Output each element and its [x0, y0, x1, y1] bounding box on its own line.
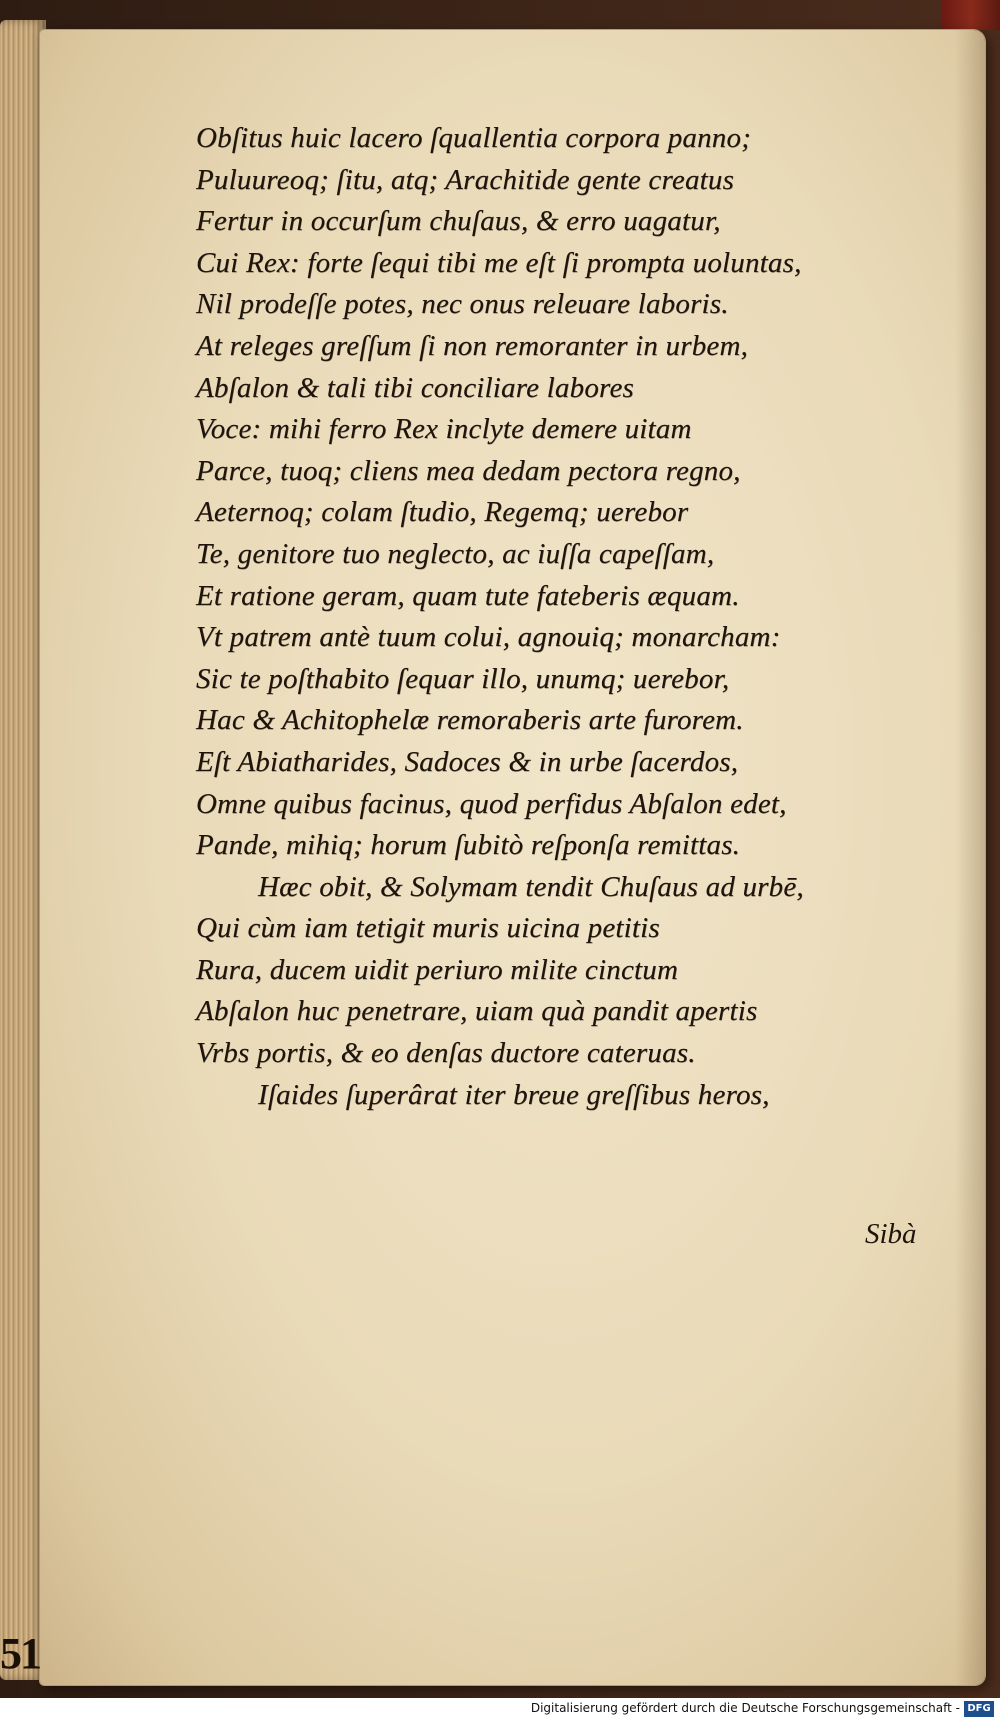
verse-line: Cui Rex: forte ſequi tibi me eſt ſi prompta uoluntas, — [196, 246, 802, 279]
margin-mark: 51 — [0, 1629, 40, 1678]
verse-line: Aeternoq; colam ſtudio, Regemq; uerebor — [196, 496, 689, 529]
verse-line: Pande, mihiq; horum ſubitò reſponſa remittas. — [196, 829, 741, 862]
verse-line: Et ratione geram, quam tute fateberis æquam. — [196, 579, 740, 612]
verse-line: Hæc obit, & Solymam tendit Chuſaus ad urbē, — [258, 870, 804, 903]
bookmark-ribbon — [942, 0, 1000, 30]
catchword: Sibà — [865, 1218, 917, 1250]
verse-line: Parce, tuoq; cliens mea dedam pectora regno, — [196, 454, 741, 487]
verse-line: Te, genitore tuo neglecto, ac iuſſa capeſſam, — [196, 537, 715, 570]
footer-bar — [0, 1698, 1000, 1722]
verse-line: Hac & Achitophelæ remoraberis arte furorem. — [196, 704, 744, 737]
verse-block — [196, 118, 936, 1116]
verse-line: Rura, ducem uidit periuro milite cinctum — [196, 953, 679, 986]
verse-line: Abſalon & tali tibi conciliare labores — [196, 371, 634, 404]
verse-line: At releges greſſum ſi non remoranter in urbem, — [196, 329, 749, 362]
verse-line: Puluureoq; ſitu, atq; Arachitide gente creatus — [196, 163, 735, 196]
verse-line: Abſalon huc penetrare, uiam quà pandit apertis — [196, 995, 758, 1028]
verse-line: Sic te poſthabito ſequar illo, unumq; uerebor, — [196, 662, 730, 695]
verse-line: Vt patrem antè tuum colui, agnouiq; monarcham: — [196, 621, 781, 654]
verse-line: Vrbs portis, & eo denſas ductore cateruas. — [196, 1037, 696, 1070]
footer-credit: Digitalisierung gefördert durch die Deutsche Forschungsgemeinschaft - — [530, 1701, 960, 1715]
dfg-logo: DFG — [964, 1701, 994, 1717]
verse-line: Obſitus huic lacero ſquallentia corpora panno; — [196, 122, 752, 154]
page-shadow — [955, 30, 985, 1685]
verse-line: Eſt Abiatharides, Sadoces & in urbe ſacerdos, — [196, 745, 739, 778]
verse-line: Qui cùm iam tetigit muris uicina petitis — [196, 912, 660, 945]
verse-line: Voce: mihi ferro Rex inclyte demere uitam — [196, 413, 692, 446]
verse-line: Omne quibus facinus, quod perfidus Abſalon edet, — [196, 787, 787, 820]
verse-line: Fertur in occurſum chuſaus, & erro uagatur, — [196, 205, 721, 238]
verse-line: Iſaides ſuperârat iter breue greſſibus heros, — [258, 1078, 770, 1111]
verse-line: Nil prodeſſe potes, nec onus releuare laboris. — [196, 288, 729, 321]
